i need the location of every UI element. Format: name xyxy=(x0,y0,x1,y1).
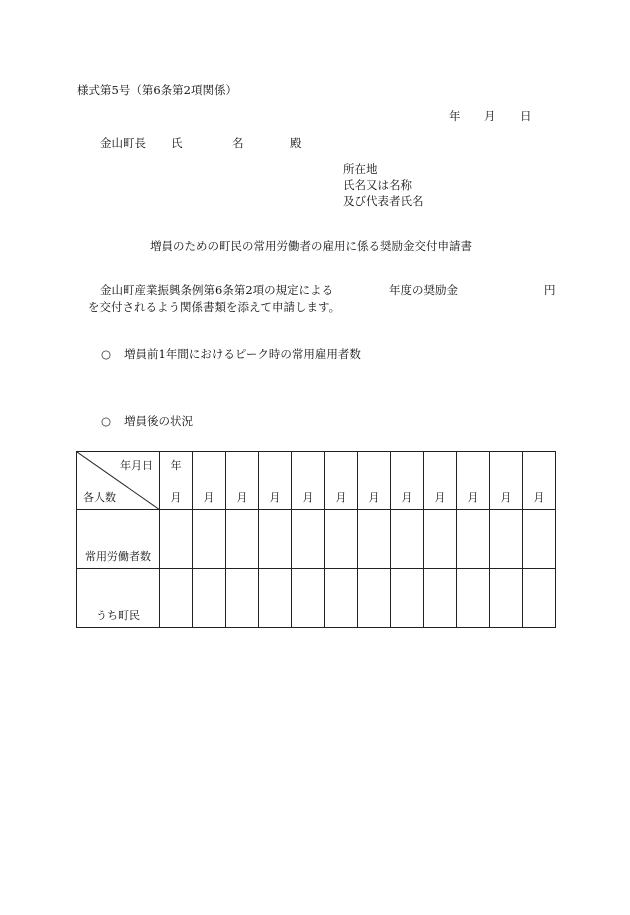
table-month-cell-7 xyxy=(358,452,391,510)
table-cell xyxy=(160,569,193,628)
table-header-diagonal-cell xyxy=(77,452,160,510)
table-month-label: 月 xyxy=(236,491,248,504)
table-month-cell-10 xyxy=(457,452,490,510)
table-month-cell-12 xyxy=(523,452,556,510)
item-2-text: 増員後の状況 xyxy=(124,414,193,428)
table-cell xyxy=(193,569,226,628)
addressee-title: 金山町長 xyxy=(100,136,146,150)
table-cell xyxy=(292,569,325,628)
table-row-label-cell xyxy=(77,510,160,569)
table-cell xyxy=(457,569,490,628)
date-day-label: 日 xyxy=(520,109,532,123)
table-cell xyxy=(358,510,391,569)
table-month-cell-4 xyxy=(259,452,292,510)
table-cell xyxy=(259,569,292,628)
table-cell xyxy=(490,569,523,628)
table-cell xyxy=(523,569,556,628)
table-cell xyxy=(424,569,457,628)
date-year-label: 年 xyxy=(449,109,461,123)
table-cell xyxy=(391,510,424,569)
table-cell xyxy=(457,510,490,569)
table-cell xyxy=(325,569,358,628)
document-title: 増員のための町民の常用労働者の雇用に係る奨励金交付申請書 xyxy=(150,239,472,253)
table-header-count-label: 各人数 xyxy=(83,491,116,504)
table-year-label: 年 xyxy=(170,459,182,472)
table-month-label: 月 xyxy=(401,491,413,504)
table-month-cell-9 xyxy=(424,452,457,510)
table-month-label: 月 xyxy=(434,491,446,504)
table-month-label: 月 xyxy=(302,491,314,504)
table-cell xyxy=(193,510,226,569)
table-month-label: 月 xyxy=(269,491,281,504)
table-cell xyxy=(226,510,259,569)
table-month-cell-3 xyxy=(226,452,259,510)
table-cell xyxy=(226,569,259,628)
table-cell xyxy=(259,510,292,569)
body-line2: を交付されるよう関係書類を添えて申請します。 xyxy=(88,300,341,314)
table-month-cell-6 xyxy=(325,452,358,510)
table-month-cell-5 xyxy=(292,452,325,510)
addressee-shi: 氏 xyxy=(171,136,183,150)
table-month-label: 月 xyxy=(170,491,182,504)
applicant-representative-label: 及び代表者氏名 xyxy=(343,194,424,208)
table-cell xyxy=(160,510,193,569)
row-label-town-residents: うち町民 xyxy=(96,609,140,622)
body-line1-yen: 円 xyxy=(544,283,556,297)
date-month-label: 月 xyxy=(484,109,496,123)
table-row xyxy=(77,569,556,628)
table-month-cell-11 xyxy=(490,452,523,510)
table-cell xyxy=(523,510,556,569)
table-row-label-cell xyxy=(77,569,160,628)
table-cell xyxy=(292,510,325,569)
applicant-name-label: 氏名又は名称 xyxy=(343,178,412,192)
body-line1-fiscal-year: 年度の奨励金 xyxy=(389,283,458,297)
table-cell xyxy=(490,510,523,569)
table-cell xyxy=(358,569,391,628)
table-cell xyxy=(325,510,358,569)
table-month-label: 月 xyxy=(533,491,545,504)
status-table xyxy=(76,451,556,628)
table-month-label: 月 xyxy=(335,491,347,504)
body-line1-ordinance: 金山町産業振興条例第6条第2項の規定による xyxy=(100,283,334,297)
table-month-label: 月 xyxy=(368,491,380,504)
table-cell xyxy=(424,510,457,569)
table-month-label: 月 xyxy=(467,491,479,504)
item-1-mark: ○ xyxy=(101,347,112,361)
addressee-dono: 殿 xyxy=(290,136,302,150)
table-cell xyxy=(391,569,424,628)
item-1-text: 増員前1年間におけるピーク時の常用雇用者数 xyxy=(124,347,361,361)
form-number: 様式第5号（第6条第2項関係） xyxy=(77,83,237,97)
addressee-mei: 名 xyxy=(232,136,244,150)
table-month-cell-2 xyxy=(193,452,226,510)
table-month-label: 月 xyxy=(500,491,512,504)
applicant-address-label: 所在地 xyxy=(343,162,378,176)
table-month-label: 月 xyxy=(203,491,215,504)
table-header-date-label: 年月日 xyxy=(120,459,153,472)
table-row xyxy=(77,510,556,569)
row-label-regular-workers: 常用労働者数 xyxy=(85,550,151,563)
table-month-cell-8 xyxy=(391,452,424,510)
table-month-cell-1 xyxy=(160,452,193,510)
item-2-mark: ○ xyxy=(101,414,112,428)
table-header-row xyxy=(77,452,556,510)
